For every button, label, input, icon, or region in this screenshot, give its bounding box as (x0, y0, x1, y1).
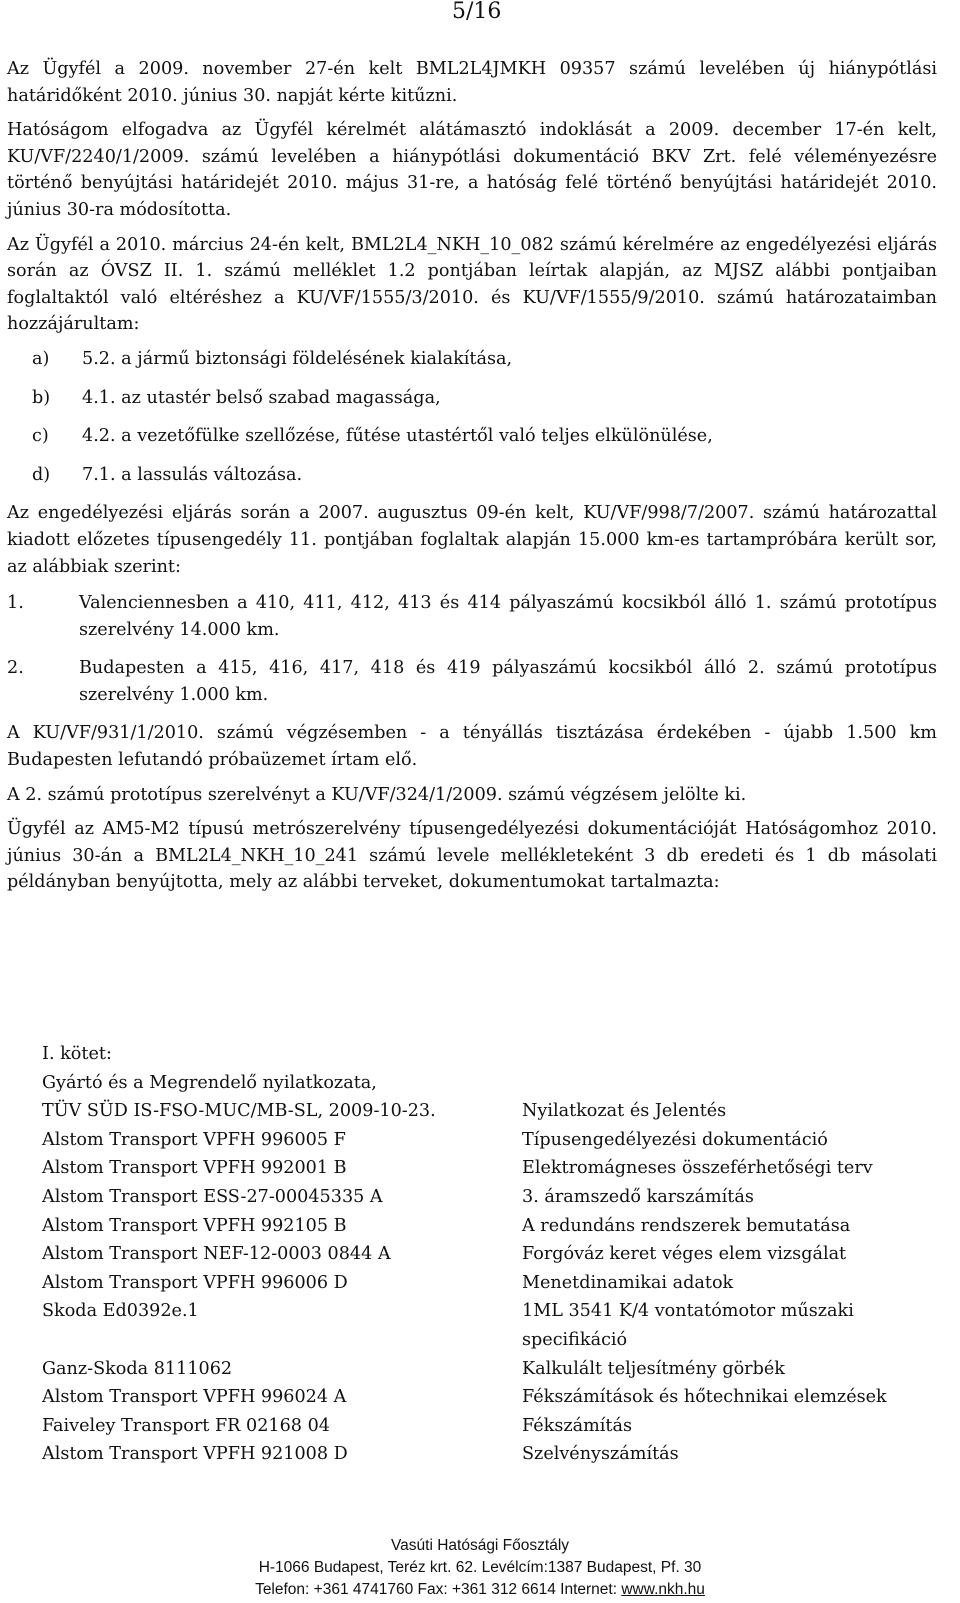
document-title: Menetdinamikai adatok (522, 1272, 734, 1293)
list-item (7, 655, 937, 708)
paragraph-endurance-test: Az engedélyezési eljárás során a 2007. augusztus 09-én kelt, KU/VF/998/7/2007. számú határozattal kiadott előzetes típusengedély 11. pontjában foglaltak alapján 15.000 km-es tartampróbára került sor, az alábbiak szerint: (7, 503, 937, 577)
table-row (42, 1126, 940, 1155)
table-row (42, 1383, 940, 1412)
list-item-text: Valenciennesben a 410, 411, 412, 413 és 414 pályaszámú kocsikból álló 1. számú prototípus szerelvény 14.000 km. (79, 593, 937, 640)
document-title: Típusengedélyezési dokumentáció (522, 1129, 828, 1150)
list-marker: 2. (7, 658, 24, 679)
document-title: 3. áramszedő karszámítás (522, 1186, 754, 1207)
document-ref: Skoda Ed0392e.1 (42, 1301, 199, 1322)
table-row (42, 1440, 940, 1469)
table-row (42, 1412, 940, 1441)
footer-contact-text: Telefon: +361 4741760 Fax: +361 312 6614 Internet: (255, 1581, 618, 1598)
table-row (42, 1355, 940, 1384)
document-ref: Alstom Transport ESS-27-00045335 A (42, 1186, 383, 1207)
document-ref: Alstom Transport VPFH 992105 B (42, 1215, 347, 1236)
list-marker: c) (32, 426, 49, 447)
list-item-text: 5.2. a jármű biztonsági földelésének kialakítása, (82, 348, 513, 369)
document-table (42, 1097, 940, 1469)
paragraph-deadline-modified: Hatóságom elfogadva az Ügyfél kérelmét alátámasztó indoklását a 2009. december 17-én kelt, KU/VF/2240/1/2009. számú levelében a hiánypótlási dokumentáció BKV Zrt. felé véleményezésre történő benyújtási határidejét 2010. május 31-re, a hatóság felé történő benyújtási határidejét 2010. június 30-ra módosította. (7, 120, 937, 220)
list-item-text: 4.2. a vezetőfülke szellőzése, fűtése utastértől való teljes elkülönülése, (82, 426, 713, 447)
table-row (42, 1297, 940, 1354)
list-item (7, 462, 937, 489)
list-item-text: 4.1. az utastér belső szabad magassága, (82, 387, 441, 408)
document-title: Szelvényszámítás (522, 1444, 679, 1465)
document-title: Kalkulált teljesítmény görbék (522, 1358, 785, 1379)
list-item-text: 7.1. a lassulás változása. (82, 464, 303, 485)
paragraph-prototype-designation: A 2. számú prototípus szerelvényt a KU/VF/324/1/2009. számú végzésem jelölte ki. (7, 784, 747, 805)
document-ref: Alstom Transport NEF-12-0003 0844 A (42, 1244, 391, 1265)
document-ref: Alstom Transport VPFH 996005 F (42, 1129, 346, 1150)
document-ref: Alstom Transport VPFH 996006 D (42, 1272, 348, 1293)
footer-address: H-1066 Budapest, Teréz krt. 62. Levélcím:1387 Budapest, Pf. 30 (258, 1559, 702, 1576)
paragraph-extra-trial: A KU/VF/931/1/2010. számú végzésemben - a tényállás tisztázása érdekében - újabb 1.500 km Budapesten lefutandó próbaüzemet írtam elő. (7, 723, 937, 771)
document-ref: Alstom Transport VPFH 992001 B (42, 1158, 347, 1179)
document-body (7, 56, 937, 904)
list-marker: d) (32, 464, 51, 485)
document-title: Elektromágneses összeférhetőségi terv (522, 1158, 873, 1179)
footer-organization: Vasúti Hatósági Főosztály (390, 1537, 570, 1554)
document-title: Forgóváz keret véges elem vizsgálat (522, 1244, 847, 1265)
table-row (42, 1154, 940, 1183)
list-item (7, 385, 937, 412)
document-ref: Ganz-Skoda 8111062 (42, 1358, 233, 1379)
document-ref: Alstom Transport VPFH 921008 D (42, 1444, 348, 1465)
document-ref: Faiveley Transport FR 02168 04 (42, 1415, 330, 1436)
annex-volume-1 (42, 1040, 940, 1469)
table-row (42, 1269, 940, 1298)
table-row (42, 1240, 940, 1269)
website-link[interactable]: www.nkh.hu (621, 1581, 705, 1598)
table-row (42, 1097, 940, 1126)
document-ref: TÜV SÜD IS-FSO-MUC/MB-SL, 2009-10-23. (42, 1101, 436, 1122)
document-ref: Alstom Transport VPFH 996024 A (42, 1387, 347, 1408)
page-footer (0, 1535, 960, 1601)
declaration-line: Gyártó és a Megrendelő nyilatkozata, (42, 1072, 377, 1093)
page-number: 5/16 (452, 0, 502, 24)
list-marker: 1. (7, 593, 24, 614)
table-row (42, 1183, 940, 1212)
volume-title: I. kötet: (42, 1044, 112, 1064)
paragraph-deviation-request: Az Ügyfél a 2010. március 24-én kelt, BML2L4_NKH_10_082 számú kérelmére az engedélyezési eljárás során az ÓVSZ II. 1. számú melléklet 1.2 pontjában leírtak alapján, az MJSZ alábbi pontjaiban foglaltaktól való eltéréshez a KU/VF/1555/3/2010. és KU/VF/1555/9/2010. számú határozataimban hozzájárultam: (7, 234, 937, 335)
list-marker: a) (32, 348, 50, 369)
list-marker: b) (32, 387, 51, 408)
list-item (7, 346, 937, 373)
paragraph-deadline-request: Az Ügyfél a 2009. november 27-én kelt BML2L4JMKH 09357 számú levelében új hiánypótlási határidőként 2010. június 30. napját kérte kitűzni. (7, 59, 937, 106)
list-item-text: Budapesten a 415, 416, 417, 418 és 419 pályaszámú kocsikból álló 2. számú prototípus szerelvény 1.000 km. (79, 658, 937, 705)
test-run-list (7, 590, 937, 708)
paragraph-documentation-submitted: Ügyfél az AM5-M2 típusú metrószerelvény típusengedélyezési dokumentációját Hatóságomhoz 2010. június 30-án a BML2L4_NKH_10_241 számú levele mellékleteként 3 db eredeti és 1 db másolati példányban benyújtotta, mely az alábbi terveket, dokumentumokat tartalmazta: (7, 819, 937, 893)
table-row (42, 1212, 940, 1241)
document-title: Fékszámítás (522, 1415, 633, 1436)
footer-contact (0, 1579, 960, 1601)
deviation-list (7, 346, 937, 488)
document-title: Fékszámítások és hőtechnikai elemzések (522, 1387, 887, 1408)
list-item (7, 590, 937, 643)
list-item (7, 423, 937, 450)
document-title: A redundáns rendszerek bemutatása (522, 1215, 851, 1236)
document-title: Nyilatkozat és Jelentés (522, 1101, 727, 1122)
document-title: 1ML 3541 K/4 vontatómotor műszaki specifikáció (522, 1301, 854, 1350)
